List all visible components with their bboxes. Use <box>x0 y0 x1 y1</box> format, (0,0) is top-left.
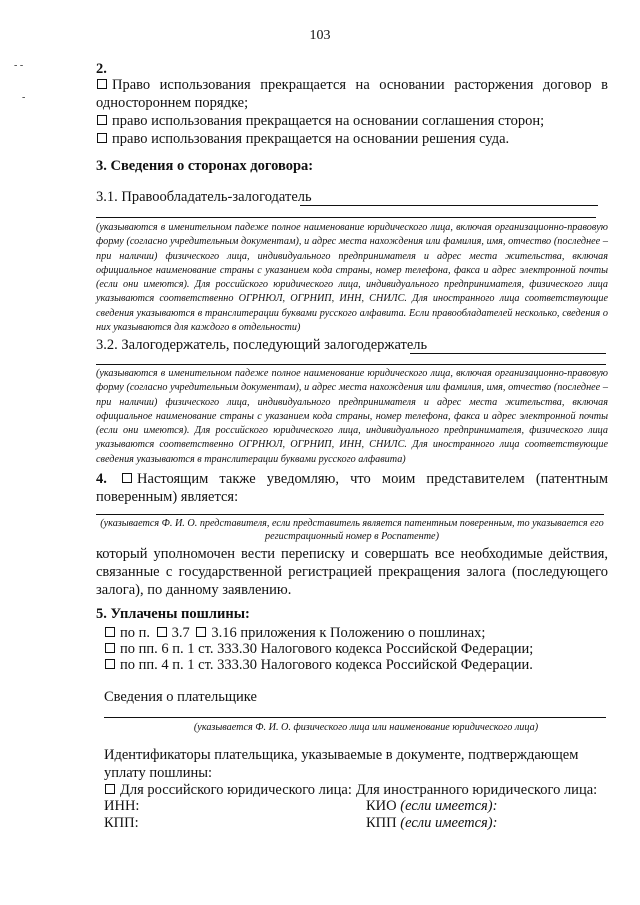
fill-line[interactable] <box>410 353 606 354</box>
section-4-body: который уполномочен вести переписку и совершать все необходимые действия, связанные с государственной регистрацией прекращения залога (последующего залога), по данному заявлению. <box>96 546 608 598</box>
payer-ru-label: Для российского юридического лица: <box>104 781 616 799</box>
scan-mark: - - <box>14 60 24 71</box>
checkbox[interactable] <box>105 627 115 637</box>
section-2-option-2: право использования прекращается на основании соглашения сторон; <box>96 112 608 130</box>
checkbox[interactable] <box>105 643 115 653</box>
section-3-2-note: (указываются в именительном падеже полное наименование юридического лица, включая организационно-правовую форму (согласно учредительным документам), и адрес места нахождения или фамилия, имя, отчество (последнее – при наличии) физического лица, индивидуального предпринимателя и адрес места жительства, включая официальное наименование страны с указанием кода страны, номер телефона, факса и адрес электронной почты (если они имеются). Для российского юридического лица, индивидуального предпринимателя, физического лица указываются соответственно ОГРНЮЛ, ОГРНИП, ИНН, СНИЛС. Для иностранного лица соответствующие сведения указываются в транслитерации буквами русского алфавита) <box>96 368 608 465</box>
payer-kpp-label: КПП: <box>104 815 139 831</box>
section-3-1-label: 3.1. Правообладатель-залогодатель <box>96 189 312 205</box>
scan-mark: - <box>22 92 26 103</box>
payer-kio-label: КИО (если имеется): <box>366 798 498 814</box>
section-2-option-3: право использования прекращается на основании решения суда. <box>96 130 608 148</box>
checkbox[interactable] <box>196 627 206 637</box>
payer-inn-label: ИНН: <box>104 798 140 814</box>
checkbox[interactable] <box>105 659 115 669</box>
fill-line[interactable] <box>96 217 596 218</box>
fee-item-2: по пп. 6 п. 1 ст. 333.30 Налогового кодекса Российской Федерации; <box>104 640 616 658</box>
section-3-1-note: (указываются в именительном падеже полное наименование юридического лица, включая организационно-правовую форму (согласно учредительным документам), и адрес места нахождения или фамилия, имя, отчество (последнее – при наличии) физического лица, индивидуального предпринимателя и адрес места жительства, включая официальное наименование страны с указанием кода страны, номер телефона, факса и адрес электронной почты (если они имеются). Для российского юридического лица, индивидуального предпринимателя, физического лица указываются соответственно ОГРНЮЛ, ОГРНИП, ИНН, СНИЛС. Для иностранного лица соответствующие сведения указываются в транслитерации буквами русского алфавита. Если правообладателей несколько, сведения о них указываются для каждого в отдельности) <box>96 222 608 334</box>
section-5-title: 5. Уплачены пошлины: <box>96 606 250 622</box>
checkbox[interactable] <box>157 627 167 637</box>
checkbox[interactable] <box>97 133 107 143</box>
page-number: 103 <box>309 28 331 43</box>
fill-line[interactable] <box>300 205 598 206</box>
payer-title: Сведения о плательщике <box>104 689 257 705</box>
fee-item-3: по пп. 4 п. 1 ст. 333.30 Налогового кодекса Российской Федерации. <box>104 656 616 674</box>
fill-line[interactable] <box>96 514 604 515</box>
section-3-2-label: 3.2. Залогодержатель, последующий залогодержатель <box>96 337 428 353</box>
payer-kpp2-label: КПП (если имеется): <box>366 815 498 831</box>
payer-foreign-label: Для иностранного юридического лица: <box>356 782 598 798</box>
section-2-number: 2. <box>96 61 107 77</box>
payer-ids-text: Идентификаторы плательщика, указываемые в документе, подтверждающем уплату пошлины: <box>104 747 579 781</box>
fill-line[interactable] <box>96 364 606 365</box>
fill-line[interactable] <box>104 717 606 718</box>
checkbox[interactable] <box>97 115 107 125</box>
section-2-option-1: Право использования прекращается на основании расторжения договор в одностороннем порядке; <box>96 77 608 111</box>
checkbox[interactable] <box>122 473 132 483</box>
fee-item-1: по п. 3.7 3.16 приложения к Положению о пошлинах; <box>104 624 616 642</box>
checkbox[interactable] <box>97 79 107 89</box>
checkbox[interactable] <box>105 784 115 794</box>
section-4-text: 4. Настоящим также уведомляю, что моим представителем (патентным поверенным) является: <box>96 471 609 505</box>
section-3-title: 3. Сведения о сторонах договора: <box>96 158 314 174</box>
payer-note: (указывается Ф. И. О. физического лица или наименование юридического лица) <box>193 722 539 733</box>
section-4-note: (указывается Ф. И. О. представителя, если представитель является патентным поверенным, то указывается его регистрационный номер в Роспатенте) <box>100 518 604 542</box>
